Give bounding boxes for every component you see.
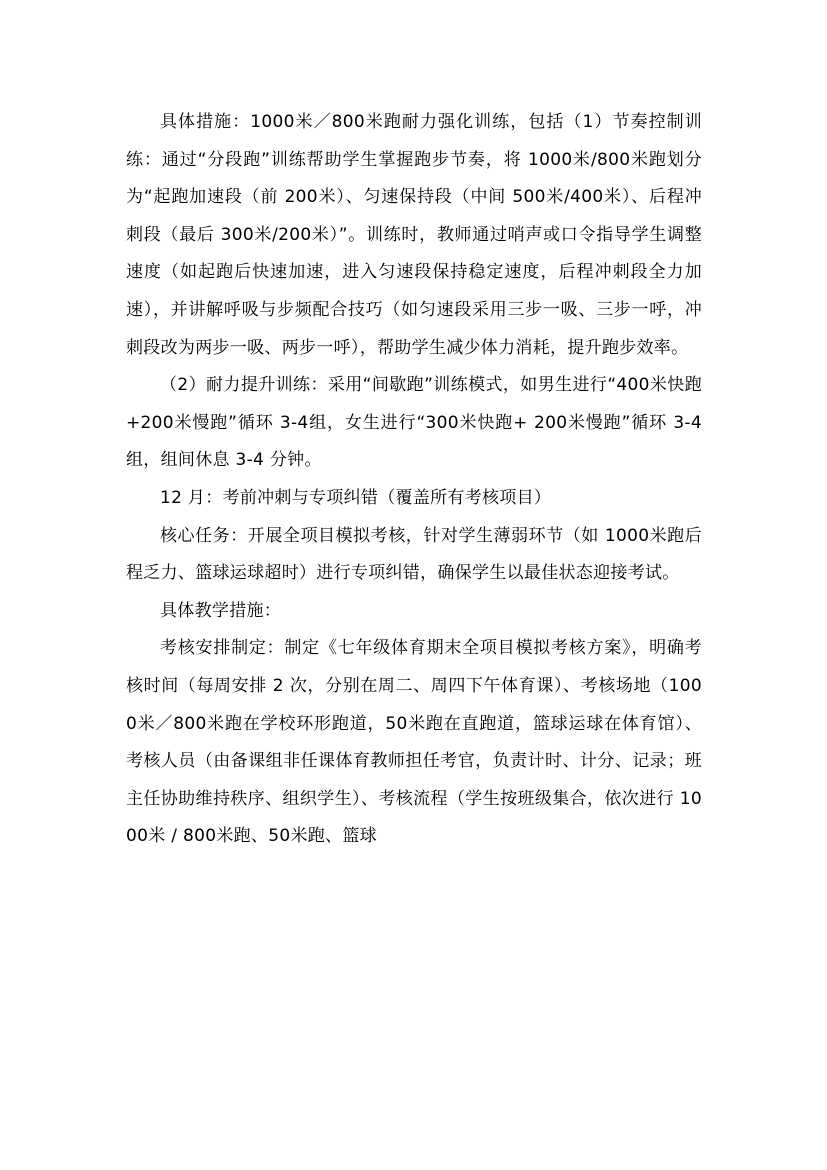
paragraph-endurance-training: （2）耐力提升训练：采用“间歇跑”训练模式，如男生进行“400米快跑+200米慢跑”循环 3-4组，女生进行“300米快跑+ 200米慢跑”循环 3-4组，组间休息 3-4 分钟。	[126, 375, 702, 471]
document-body	[126, 104, 702, 856]
paragraph-exam-arrangement: 考核安排制定：制定《七年级体育期末全项目模拟考核方案》，明确考核时间（每周安排 2 次，分别在周二、周四下午体育课）、考核场地（1000米／800米跑在学校环形跑道，50米跑在直跑道，篮球运球在体育馆）、考核人员（由备课组非任课体育教师担任考官，负责计时、计分、记录；班主任协助维持秩序、组织学生）、考核流程（学生按班级集合，依次进行 1000米 / 800米跑、50米跑、篮球	[126, 638, 702, 847]
paragraph-teaching-measures-heading: 具体教学措施：	[160, 600, 282, 621]
paragraph-running-measures: 具体措施：1000米／800米跑耐力强化训练，包括（1）节奏控制训练：通过“分段跑”训练帮助学生掌握跑步节奏，将 1000米/800米跑划分为“起跑加速段（前 200米）、匀速保持段（中间 500米/400米）、后程冲刺段（最后 300米/200米）”。训练时，教师通过哨声或口令指导学生调整速度（如起跑后快速加速，进入匀速段保持稳定速度，后程冲刺段全力加速），并讲解呼吸与步频配合技巧（如匀速段采用三步一吸、三步一呼，冲刺段改为两步一吸、两步一呼），帮助学生减少体力消耗，提升跑步效率。	[126, 112, 702, 358]
paragraph-core-task: 核心任务：开展全项目模拟考核，针对学生薄弱环节（如 1000米跑后程乏力、篮球运球超时）进行专项纠错，确保学生以最佳状态迎接考试。	[126, 525, 702, 584]
paragraph-december-heading: 12 月：考前冲刺与专项纠错（覆盖所有考核项目）	[160, 487, 552, 508]
